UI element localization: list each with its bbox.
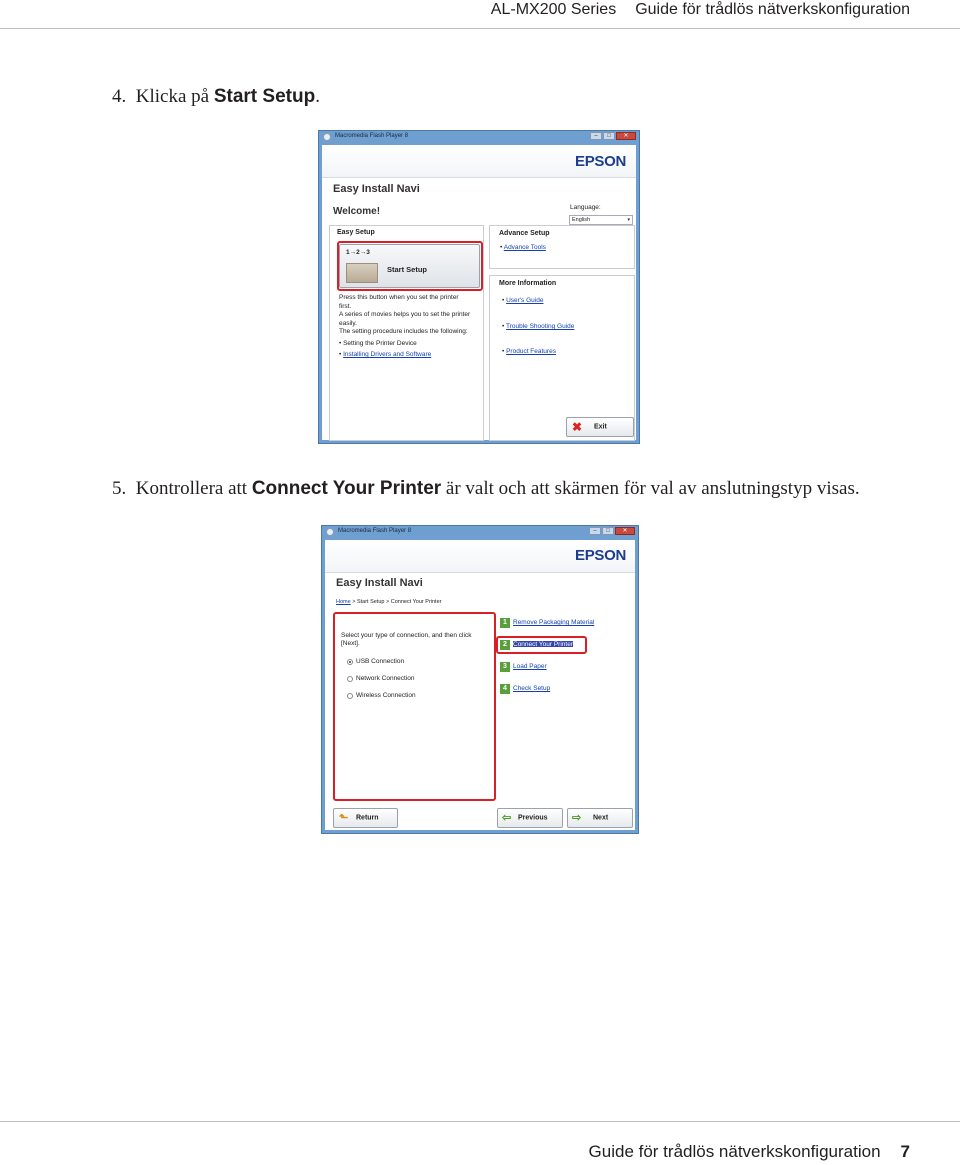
check-setup-link[interactable]: Check Setup: [513, 685, 551, 692]
step-emphasis: Connect Your Printer: [251, 478, 442, 499]
previous-button[interactable]: [497, 808, 563, 828]
breadcrumb-path: > Start Setup > Connect Your Printer: [350, 599, 442, 605]
window-titlebar: [319, 131, 639, 145]
header-text: [491, 1, 910, 19]
remove-packaging-link[interactable]: Remove Packaging Material: [513, 619, 595, 626]
language-select[interactable]: [569, 215, 633, 225]
product-features-link[interactable]: Product Features: [506, 348, 556, 355]
step-number-badge: 4: [500, 684, 510, 694]
step-5: [112, 478, 860, 500]
exit-x-icon: ✖: [572, 420, 583, 434]
screenshot-easy-install-welcome: [318, 130, 640, 444]
window-client: [322, 145, 636, 440]
epson-logo: EPSON: [574, 547, 626, 564]
description-line: The setting procedure includes the following:: [339, 328, 468, 335]
step-link[interactable]: [513, 619, 594, 626]
list-item-link[interactable]: Installing Drivers and Software: [343, 351, 432, 358]
series-name: AL-MX200 Series: [490, 1, 617, 18]
easy-setup-description: [339, 294, 484, 360]
app-title: Easy Install Navi: [333, 183, 420, 195]
list-item[interactable]: • Installing Drivers and Software: [339, 351, 432, 358]
exit-label: Exit: [594, 423, 607, 431]
return-arrow-icon: ⬑: [339, 812, 349, 824]
epson-logo: EPSON: [574, 153, 626, 170]
step-number-badge: 1: [500, 618, 510, 628]
return-label: Return: [356, 814, 379, 822]
list-item[interactable]: • Trouble Shooting Guide: [502, 323, 575, 330]
usb-label: USB Connection: [356, 658, 405, 665]
minimize-icon[interactable]: –: [589, 527, 601, 535]
advance-setup-panel: [489, 225, 635, 269]
step-number-badge: 3: [500, 662, 510, 672]
return-button[interactable]: [333, 808, 398, 828]
minimize-icon[interactable]: –: [590, 132, 602, 140]
step-number: 4.: [112, 86, 127, 107]
language-label: Language:: [570, 204, 601, 211]
advance-setup-heading: Advance Setup: [499, 230, 550, 237]
language-value: English: [572, 217, 591, 223]
header-guide-title: Guide för trådlös nätverkskonfiguration: [635, 1, 910, 18]
footer-text: [589, 1142, 910, 1162]
window-controls: [589, 527, 635, 536]
app-banner: [322, 145, 636, 178]
easy-setup-panel: [329, 225, 484, 441]
highlight-box: [333, 612, 496, 801]
breadcrumb-home-link[interactable]: Home: [336, 599, 351, 605]
highlight-box: [337, 241, 483, 291]
page-footer: [0, 1121, 960, 1122]
previous-label: Previous: [518, 814, 548, 822]
advance-tools-link[interactable]: Advance Tools: [503, 244, 546, 251]
description-line: easily.: [339, 319, 357, 327]
app-title: Easy Install Navi: [336, 577, 423, 589]
close-icon[interactable]: ✕: [616, 132, 636, 140]
instruction-line: [Next].: [341, 640, 360, 647]
highlight-box: [496, 636, 587, 654]
network-label: Network Connection: [356, 675, 415, 682]
close-icon[interactable]: ✕: [615, 527, 635, 535]
window-client: [325, 540, 635, 830]
list-item[interactable]: • Advance Tools: [500, 244, 546, 251]
step-number: 5.: [112, 478, 127, 499]
step-number-badge: 2: [500, 640, 510, 650]
window-titlebar: [322, 526, 638, 540]
step-text: Klicka på: [135, 86, 214, 107]
users-guide-link[interactable]: User's Guide: [506, 297, 544, 304]
flash-player-icon: [326, 528, 334, 536]
wireless-label: Wireless Connection: [356, 692, 416, 699]
chevron-down-icon: ▾: [627, 217, 630, 223]
list-item[interactable]: • User's Guide: [502, 297, 544, 304]
page-number: 7: [900, 1142, 910, 1161]
step-link[interactable]: [513, 685, 550, 692]
next-button[interactable]: [567, 808, 633, 828]
more-information-heading: More Information: [499, 280, 557, 287]
trouble-shooting-link[interactable]: Trouble Shooting Guide: [505, 323, 575, 330]
instruction-line: Select your type of connection, and then click: [341, 632, 472, 639]
previous-arrow-icon: ⇦: [502, 812, 512, 824]
welcome-heading: Welcome!: [333, 206, 381, 217]
step-text-end: är valt och att skärmen för val av anslutningstyp visas.: [441, 478, 860, 499]
setup-flow-label: 1→2→3: [346, 249, 370, 256]
easy-setup-heading: Easy Setup: [337, 229, 375, 236]
window-title: Macromedia Flash Player 8: [338, 528, 412, 534]
step-text-end: .: [315, 86, 320, 107]
breadcrumb: [336, 599, 441, 605]
description-line: Press this button when you set the printer: [339, 294, 459, 301]
step-link[interactable]: [513, 663, 547, 670]
connect-your-printer-link[interactable]: Connect Your Printer: [513, 641, 573, 648]
next-label: Next: [593, 814, 609, 822]
maximize-icon[interactable]: □: [603, 132, 615, 140]
description-line: first.: [339, 302, 352, 310]
exit-button[interactable]: [566, 417, 634, 437]
step-emphasis: Start Setup: [213, 86, 316, 107]
flash-player-icon: [323, 133, 331, 141]
maximize-icon[interactable]: □: [602, 527, 614, 535]
list-item: • Setting the Printer Device: [339, 339, 417, 347]
window-title: Macromedia Flash Player 8: [335, 133, 409, 139]
screenshot-connect-your-printer: [321, 525, 639, 834]
step-4: [112, 86, 320, 108]
footer-guide-title: Guide för trådlös nätverkskonfiguration: [588, 1142, 881, 1161]
list-item[interactable]: • Product Features: [502, 348, 556, 355]
app-banner: [325, 540, 635, 573]
list-item-text: Setting the Printer Device: [343, 339, 417, 347]
start-setup-label: Start Setup: [387, 265, 428, 274]
window-controls: [590, 132, 636, 141]
step-text: Kontrollera att: [135, 478, 252, 499]
load-paper-link[interactable]: Load Paper: [513, 663, 547, 670]
next-arrow-icon: ⇨: [572, 812, 582, 824]
description-line: A series of movies helps you to set the printer: [339, 311, 471, 318]
